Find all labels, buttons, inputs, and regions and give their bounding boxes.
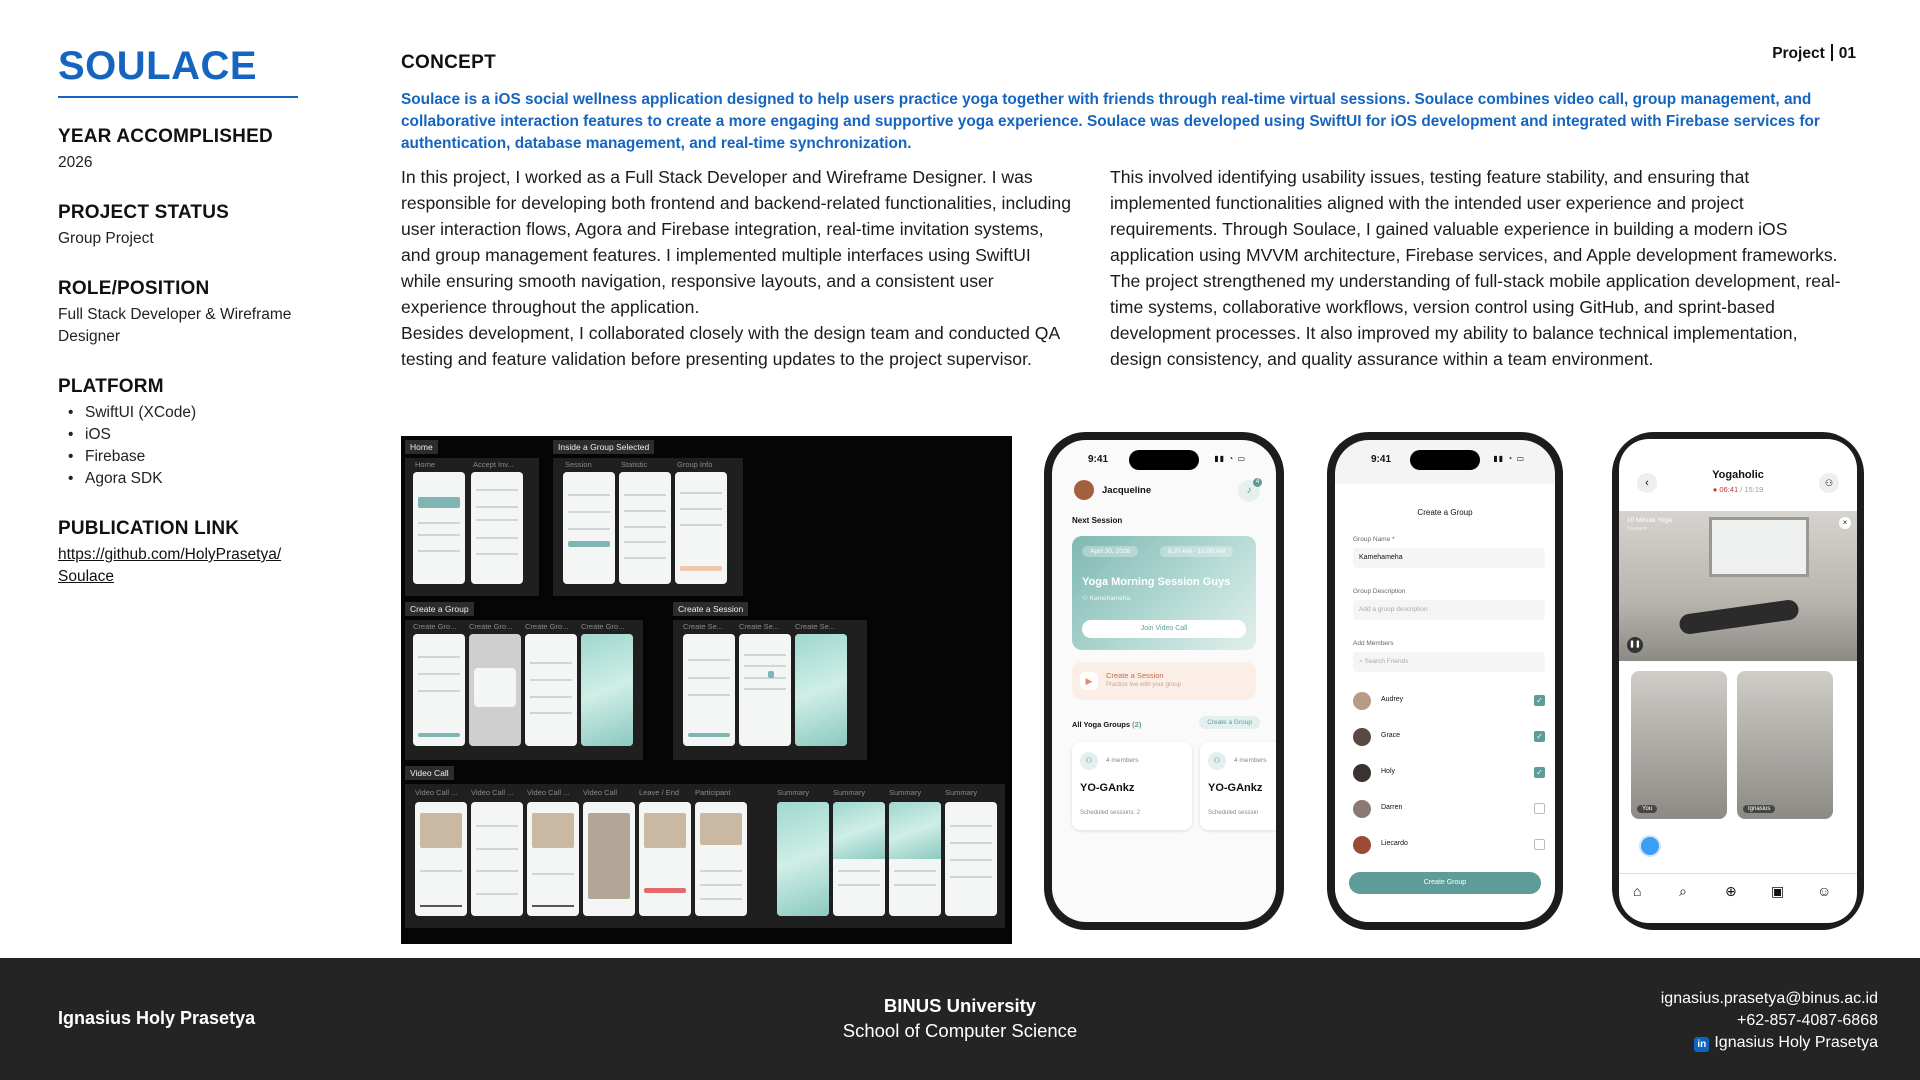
avatar <box>1353 692 1371 710</box>
sheet-title: Create a Group <box>1417 508 1473 517</box>
wf-screen <box>581 634 633 746</box>
wf-home-group <box>405 458 539 596</box>
phone-create-group-screen <box>1335 440 1555 922</box>
wf-screen <box>583 802 635 916</box>
wf-sub-label: Create Se... <box>683 622 724 631</box>
publication-link[interactable] <box>58 544 328 588</box>
group-icon: ⚇ <box>1082 595 1090 602</box>
project-label: Project <box>1772 45 1825 62</box>
tab-divider <box>1619 873 1857 874</box>
wf-sub-label: Create Se... <box>795 622 836 631</box>
wf-sub-label: Create Gro... <box>413 622 457 631</box>
platform-item: • Firebase <box>58 446 328 468</box>
create-session-title: Create a Session <box>1106 671 1164 680</box>
group-scheduled <box>1080 810 1140 816</box>
wf-sub-label: Create Gro... <box>469 622 513 631</box>
wf-create-group-label: Create a Group <box>405 602 474 616</box>
wf-screen <box>833 802 885 916</box>
body-left-paragraph-2: Besides development, I collaborated closely with the design team and conducted QA testing and feature validation before presenting updates to the project supervisor. <box>401 323 1060 369</box>
wf-screen <box>619 472 671 584</box>
wf-sub-label: Video Call <box>583 788 618 797</box>
role-heading: ROLE/POSITION <box>58 278 210 299</box>
wf-sub-label: Summary <box>889 788 922 797</box>
user-name: Jacqueline <box>1102 485 1152 496</box>
wf-screen <box>415 802 467 916</box>
date-chip: April 30, 2026 <box>1082 546 1138 557</box>
group-scheduled: Scheduled session <box>1208 810 1259 816</box>
group-name-input[interactable]: Kamehameha <box>1353 548 1545 568</box>
wf-screen <box>739 634 791 746</box>
title-divider <box>58 96 298 98</box>
member-name: Liecardo <box>1381 840 1408 847</box>
participant-name: You <box>1637 805 1657 813</box>
status-section <box>58 202 328 250</box>
publication-heading: PUBLICATION LINK <box>58 518 240 539</box>
participant-tile-ignasius[interactable] <box>1737 671 1833 819</box>
wf-screen <box>525 634 577 746</box>
dynamic-island <box>1410 450 1480 470</box>
create-session-card[interactable] <box>1072 662 1256 700</box>
wf-screen <box>695 802 747 916</box>
group-card[interactable] <box>1072 742 1192 830</box>
wf-sub-label: Home <box>415 460 436 469</box>
linkedin-icon: in <box>1694 1037 1709 1052</box>
platform-section <box>58 376 328 490</box>
wf-screen <box>777 802 829 916</box>
checkbox-empty-icon[interactable] <box>1534 803 1545 814</box>
wf-group-group <box>553 458 743 596</box>
member-row[interactable] <box>1353 758 1545 794</box>
footer-contact <box>1661 988 1878 1054</box>
body-right-column: This involved identifying usability issues, testing feature stability, and ensuring that implemented functionalities aligned with the intended user experience and project requirements. Through Soulace, I gained valuable experience in building a modern iOS application using MVVM architecture, Firebase services, and Apple development frameworks. The project strengthened my understanding of full-stack mobile application development, real-time systems, collaborative workflows, version control using GitHub, and sprint-based development processes. It also improved my ability to balance technical implementation, design consistency, and quality assurance within a team environment. <box>1110 167 1841 369</box>
next-session-heading: Next Session <box>1072 516 1123 525</box>
session-group <box>1082 594 1130 602</box>
phone-video-call-screen <box>1619 439 1857 923</box>
footer-email[interactable]: ignasius.prasetya@binus.ac.id <box>1660 990 1878 1007</box>
call-timer-total: 15:19 <box>1744 485 1764 494</box>
avatar[interactable] <box>1074 480 1094 500</box>
search-friends-placeholder: Search Friends <box>1364 658 1409 665</box>
phone-home <box>1044 432 1284 930</box>
close-icon[interactable]: × <box>1839 517 1851 529</box>
call-timer-elapsed: 06:41 <box>1719 485 1739 494</box>
wf-screen <box>683 634 735 746</box>
group-icon: ⚇ <box>1208 752 1226 770</box>
project-separator <box>1831 44 1833 61</box>
wf-screen <box>675 472 727 584</box>
wf-screen <box>471 472 523 584</box>
wf-sub-label: Session <box>565 460 592 469</box>
platform-heading: PLATFORM <box>58 376 164 397</box>
notification-badge: 4 <box>1253 478 1262 487</box>
participants-icon[interactable]: ⚇ <box>1819 473 1839 493</box>
wireframe-board <box>401 436 1012 944</box>
search-friends-input[interactable] <box>1353 652 1545 672</box>
all-groups-heading <box>1072 720 1141 729</box>
participant-tile-you[interactable] <box>1631 671 1727 819</box>
join-video-call-button[interactable]: Join Video Call <box>1082 620 1246 638</box>
wf-video-call-group <box>405 784 1005 928</box>
pause-icon[interactable]: ❚❚ <box>1627 637 1643 653</box>
platform-item: • SwiftUI (XCode) <box>58 402 328 424</box>
bell-icon[interactable]: ♪ <box>1238 480 1260 502</box>
member-name: Holy <box>1381 768 1396 775</box>
member-name: Grace <box>1381 732 1401 739</box>
member-row[interactable] <box>1353 686 1545 722</box>
sidebar <box>58 44 328 616</box>
group-description-input[interactable]: Add a group description <box>1353 600 1545 620</box>
search-icon: ⌕ <box>1359 658 1365 665</box>
wf-screen <box>563 472 615 584</box>
app-title: SOULACE <box>58 44 258 88</box>
yoga-figure-icon <box>1678 599 1800 636</box>
back-icon[interactable]: ‹ <box>1637 473 1657 493</box>
group-scheduled-label: Scheduled sessions: <box>1080 810 1136 816</box>
wf-screen <box>795 634 847 746</box>
wf-sub-label: Summary <box>833 788 866 797</box>
wf-sub-label: Accept Inv... <box>473 460 514 469</box>
wf-create-group-group <box>405 620 643 760</box>
wf-create-session-group <box>673 620 867 760</box>
footer-name: Ignasius Holy Prasetya <box>58 1008 256 1028</box>
role-section <box>58 278 328 348</box>
group-name-label: Group Name * <box>1353 536 1395 543</box>
wf-sub-label: Video Call ... <box>471 788 514 797</box>
checkbox-checked-icon[interactable]: ✓ <box>1534 695 1545 706</box>
wf-screen <box>889 802 941 916</box>
video-camera-icon: ▶ <box>1080 672 1098 690</box>
participant-name: Ignasius <box>1743 805 1775 813</box>
window-icon <box>1709 517 1809 577</box>
concept-heading: CONCEPT <box>401 52 496 73</box>
status-time: 9:41 <box>1371 454 1392 465</box>
wf-sub-label: Video Call ... <box>527 788 570 797</box>
publication-link-line1[interactable]: https://github.com/HolyPrasetya/ <box>58 546 282 563</box>
footer-phone: +62-857-4087-6868 <box>1736 1012 1878 1029</box>
wf-sub-label: Create Se... <box>739 622 780 631</box>
avatar <box>1353 764 1371 782</box>
dynamic-island <box>1129 450 1199 470</box>
wf-sub-label: Video Call ... <box>415 788 458 797</box>
shared-video[interactable] <box>1619 511 1857 661</box>
checkbox-checked-icon[interactable]: ✓ <box>1534 731 1545 742</box>
platform-list <box>58 402 328 490</box>
platform-item: • iOS <box>58 424 328 446</box>
video-sub-label: Soulace <box>1627 526 1647 532</box>
status-heading: PROJECT STATUS <box>58 202 229 223</box>
footer-linkedin[interactable] <box>1661 1032 1878 1054</box>
wf-screen <box>413 472 465 584</box>
group-members: 4 members <box>1106 757 1139 764</box>
status-time: 9:41 <box>1088 454 1109 465</box>
wf-group-label: Inside a Group Selected <box>553 440 654 454</box>
wf-video-call-label: Video Call <box>405 766 454 780</box>
group-card[interactable] <box>1200 742 1276 830</box>
group-name: YO-GAnkz <box>1208 782 1263 794</box>
project-tag <box>1772 44 1856 63</box>
phone-video-call <box>1612 432 1864 930</box>
footer-school: School of Computer Science <box>842 1020 1078 1041</box>
session-card[interactable] <box>1072 536 1256 650</box>
wf-screen <box>471 802 523 916</box>
lead-paragraph: Soulace is a iOS social wellness application designed to help users practice yoga together with friends through real-time virtual sessions. Soulace combines video call, group management, and collaborative interaction features to create a more engaging and supportive yoga experience. Soulace was developed using SwiftUI for iOS development and integrated with Firebase services for authentication, database management, and real-time synchronization. <box>401 91 1820 152</box>
add-icon[interactable]: ⊕ <box>1725 883 1737 899</box>
platform-item: • Agora SDK <box>58 468 328 490</box>
member-name: Audrey <box>1381 696 1404 703</box>
group-scheduled-count: 2 <box>1136 810 1141 816</box>
status-value: Group Project <box>58 230 154 247</box>
wf-sub-label: Group Info <box>677 460 713 469</box>
footer-university: BINUS University <box>883 995 1037 1016</box>
call-timer: ● 06:41 / 15:19 <box>1712 485 1764 494</box>
footer-linkedin-name[interactable]: Ignasius Holy Prasetya <box>1714 1034 1878 1051</box>
wf-screen <box>639 802 691 916</box>
search-icon[interactable]: ⌕ <box>1679 883 1687 899</box>
project-number: 01 <box>1838 45 1856 62</box>
group-icon: ⚇ <box>1080 752 1098 770</box>
year-section <box>58 126 328 174</box>
checkbox-empty-icon[interactable] <box>1534 839 1545 850</box>
wf-sub-label: Summary <box>945 788 978 797</box>
body-left-paragraph-1: In this project, I worked as a Full Stack Developer and Wireframe Designer. I was responsible for developing both frontend and backend-related functionalities, including user interaction flows, Agora and Firebase integration, real-time invitation systems, and group management features. I implemented multiple interfaces using SwiftUI while ensuring smooth navigation, responsive layouts, and a consistent user experience throughout the application. <box>401 167 1071 317</box>
member-name: Darren <box>1381 804 1403 811</box>
avatar <box>1353 836 1371 854</box>
wf-create-session-label: Create a Session <box>673 602 748 616</box>
publication-section <box>58 518 328 588</box>
wf-screen <box>469 634 521 746</box>
wf-sub-label: Leave / End <box>639 788 680 797</box>
call-title: Yogaholic <box>1712 469 1764 481</box>
wf-screen <box>527 802 579 916</box>
wf-screen <box>945 802 997 916</box>
wf-sub-label: Create Gro... <box>581 622 625 631</box>
wf-sub-label: Create Gro... <box>525 622 569 631</box>
year-heading: YEAR ACCOMPLISHED <box>58 126 273 147</box>
profile-icon[interactable]: ☺ <box>1817 883 1832 899</box>
member-row[interactable] <box>1353 794 1545 830</box>
member-list <box>1353 686 1545 866</box>
avatar <box>1353 800 1371 818</box>
wf-screen <box>413 634 465 746</box>
all-groups-label: All Yoga Groups <box>1072 720 1131 729</box>
wf-home-label: Home <box>405 440 438 454</box>
member-row[interactable] <box>1353 722 1545 758</box>
footer-center <box>760 994 1160 1044</box>
footer <box>0 958 1920 1080</box>
wf-sub-label: Summary <box>777 788 810 797</box>
video-label: 10 Minute Yoga <box>1627 517 1672 524</box>
status-icons: ▮▮ ◔ ▭ <box>1493 454 1525 463</box>
role-value: Full Stack Developer & Wireframe Designer <box>58 306 292 345</box>
session-title: Yoga Morning Session Guys <box>1082 576 1231 588</box>
create-session-subtitle: Practice live with your group <box>1106 682 1182 688</box>
checkbox-checked-icon[interactable]: ✓ <box>1534 767 1545 778</box>
status-icons: ▮▮ ◔ ▭ <box>1214 454 1246 463</box>
wf-sub-label: Statistic <box>621 460 648 469</box>
record-dot-icon: ● <box>1712 485 1720 494</box>
session-group-name: Kamehameha <box>1089 595 1131 602</box>
avatar <box>1353 728 1371 746</box>
group-members: 4 members <box>1234 757 1267 764</box>
time-chip: 8.20 AM - 10.00 AM <box>1160 546 1233 557</box>
create-group-submit-button[interactable]: Create Group <box>1349 872 1541 894</box>
wf-sub-label: Participant <box>695 788 731 797</box>
phone-create-group <box>1327 432 1563 930</box>
publication-link-line2[interactable]: Soulace <box>58 568 115 585</box>
phone-home-screen <box>1052 440 1276 922</box>
body-left-column <box>401 164 1071 372</box>
add-members-label: Add Members <box>1353 640 1394 647</box>
reels-icon[interactable]: ▣ <box>1771 883 1785 899</box>
self-avatar[interactable] <box>1639 835 1661 857</box>
group-description-label: Group Description <box>1353 588 1406 595</box>
home-icon[interactable]: ⌂ <box>1633 883 1642 899</box>
create-group-button[interactable]: Create a Group <box>1199 716 1260 729</box>
year-value: 2026 <box>58 154 93 171</box>
member-row[interactable] <box>1353 830 1545 866</box>
groups-count: (2) <box>1132 720 1142 729</box>
group-name: YO-GAnkz <box>1080 782 1135 794</box>
